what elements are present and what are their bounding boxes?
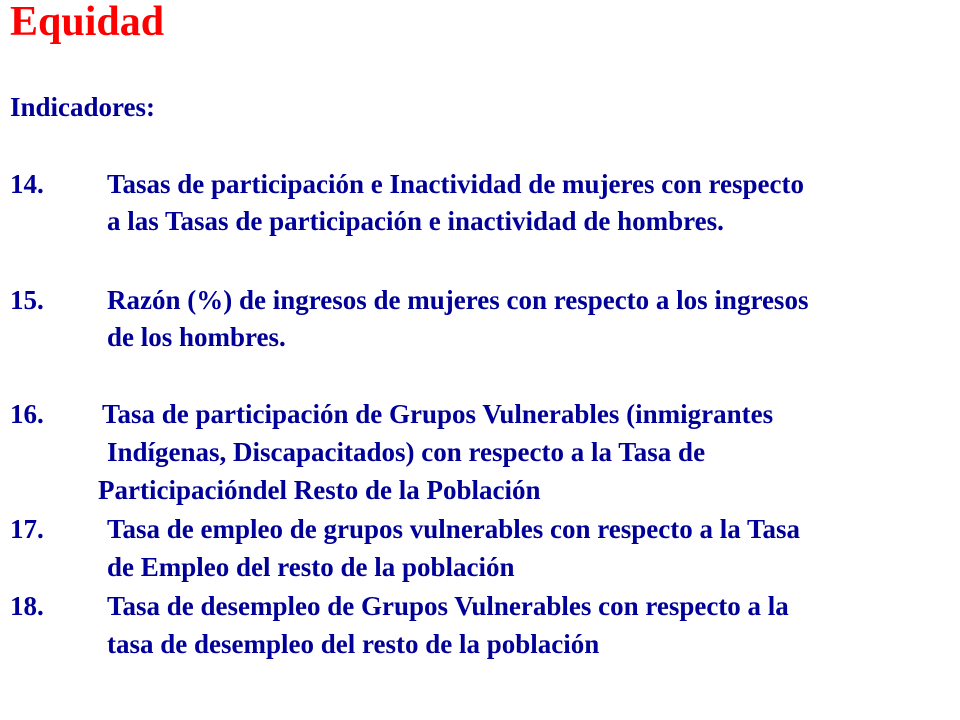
- slide-title: Equidad: [10, 0, 165, 45]
- item-line: de los hombres.: [107, 322, 286, 352]
- item-line: Tasa de empleo de grupos vulnerables con respecto a la Tasa: [107, 514, 801, 544]
- slide-subtitle: Indicadores:: [10, 92, 156, 122]
- item-line: Tasas de participación e Inactividad de mujeres con respecto: [107, 169, 804, 199]
- item-number: 18.: [10, 591, 44, 621]
- item-line: de Empleo del resto de la población: [107, 552, 515, 582]
- item-number: 15.: [10, 285, 44, 315]
- item-line: tasa de desempleo del resto de la población: [107, 629, 600, 659]
- item-line: Indígenas, Discapacitados) con respecto a la Tasa de: [107, 437, 706, 467]
- item-number: 14.: [10, 169, 44, 199]
- item-line: Tasa de participación de Grupos Vulnerables (inmigrantes: [102, 399, 774, 429]
- item-line: Tasa de desempleo de Grupos Vulnerables con respecto a la: [107, 591, 789, 621]
- item-line: Razón (%) de ingresos de mujeres con respecto a los ingresos: [107, 285, 809, 315]
- item-line: Participacióndel Resto de la Población: [98, 475, 541, 505]
- item-number: 16.: [10, 399, 44, 429]
- item-line: a las Tasas de participación e inactividad de hombres.: [107, 206, 724, 236]
- item-number: 17.: [10, 514, 44, 544]
